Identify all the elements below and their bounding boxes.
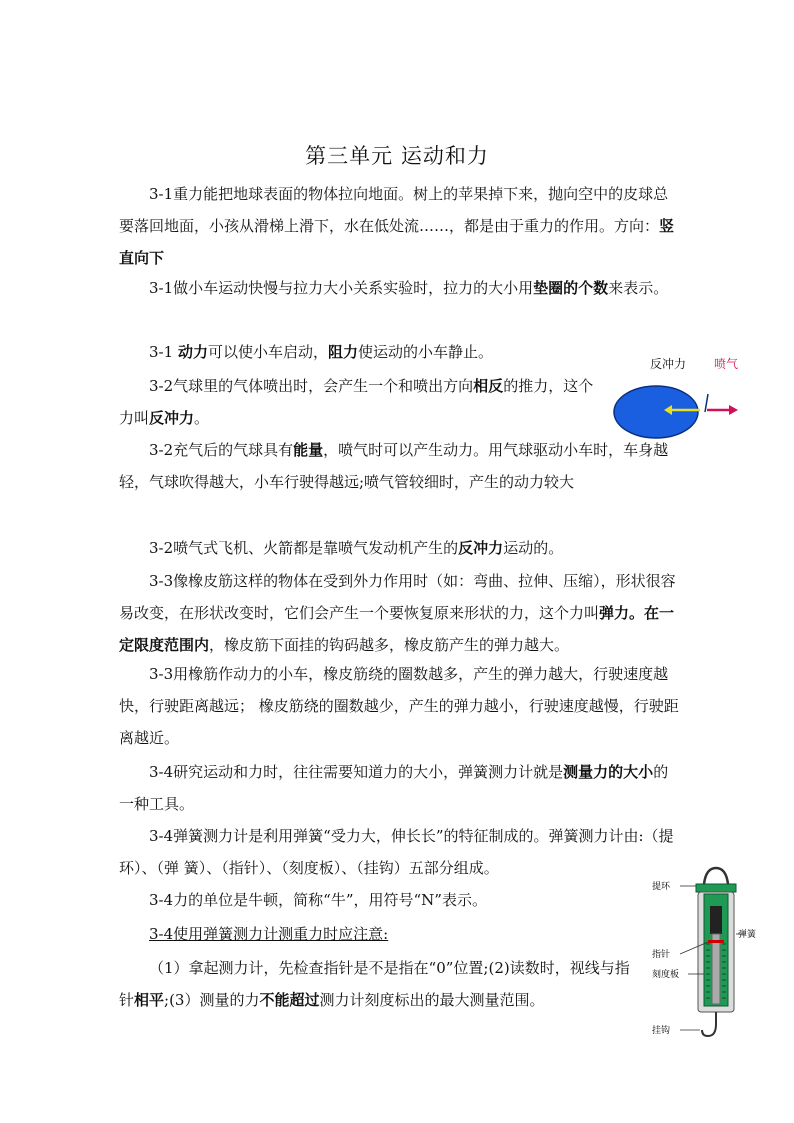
- text: 。: [194, 409, 210, 427]
- text: 3-1做小车运动快慢与拉力大小关系实验时，拉力的大小用: [149, 279, 534, 297]
- text: ;(3）测量的力: [164, 991, 260, 1009]
- page-title: 第三单元 运动和力: [305, 144, 489, 168]
- bold-text: 反冲力: [458, 539, 504, 557]
- text: ，喷气时可以产生动力。用气球驱动小车时，车身越轻，气球吹得越大，小车行驶得越远;喷气管较细时，产生的动力较大: [119, 441, 669, 491]
- paragraph-driving-force: [119, 336, 679, 368]
- bold-text: 相反: [473, 377, 504, 395]
- paragraph-force-measure: [119, 756, 679, 820]
- text: 的一种工具。: [119, 763, 669, 813]
- hook-icon: [702, 1024, 716, 1036]
- pointer-label: 指针: [652, 950, 671, 960]
- text: 运动的。: [503, 539, 564, 557]
- ring-label: 提环: [652, 882, 671, 892]
- spring-coil: [710, 906, 722, 934]
- paragraph-pull-force: [119, 272, 679, 304]
- bold-text: 垫圈的个数: [533, 279, 609, 297]
- bold-text: 竖直向下: [119, 217, 675, 267]
- text: 来表示。: [608, 279, 669, 297]
- bold-text: 动力: [177, 343, 208, 361]
- spring-scale-figure: [650, 864, 770, 1044]
- hook-label: 挂钩: [652, 1026, 671, 1036]
- bold-text: 相平: [134, 991, 165, 1009]
- paragraph-spring-scale: 3-4弹簧测力计是利用弹簧“受力大，伸长长”的特征制成的。弹簧测力计由:（提环）、（弹 簧）、（指针）、（刻度板）、（挂钩）五部分组成。: [119, 827, 674, 877]
- jet-arrow-head-icon: [729, 405, 738, 415]
- text: 使运动的小车静止。: [357, 343, 493, 361]
- text: 的推力，这个力叫: [119, 377, 594, 427]
- text: 3-1重力能把地球表面的物体拉向地面。树上的苹果掉下来，抛向空中的皮球总要落回地面，小孩从滑梯上滑下，水在低处流……，都是由于重力的作用。方向：: [119, 185, 669, 235]
- text: 3-3像橡皮筋这样的物体在受到外力作用时（如：弯曲、拉伸、压缩），形状很容易改变，在形状改变时，它们会产生一个要恢复原来形状的力，这个力叫: [119, 572, 676, 622]
- paragraph-jet-plane: [119, 532, 679, 564]
- paragraph-rubber-band-car: 3-3用橡筋作动力的小车，橡皮筋绕的圈数越多，产生的弹力越大，行驶速度越快，行驶距离越远； 橡皮筋绕的圈数越少，产生的弹力越小，行驶速度越慢，行驶距离越近。: [119, 665, 679, 747]
- text: 3-1: [149, 343, 178, 361]
- paragraph-elastic-force: [119, 565, 679, 661]
- text: 3-2气球里的气体喷出时，会产生一个和喷出方向: [149, 377, 474, 395]
- underlined-text: 3-4使用弹簧测力计测重力时应注意:: [149, 925, 389, 943]
- scale-cap: [696, 884, 736, 892]
- paragraph-usage-notes: [119, 952, 639, 1016]
- text: 可以使小车启动，: [207, 343, 328, 361]
- text: 3-2喷气式飞机、火箭都是靠喷气发动机产生的: [149, 539, 459, 557]
- spring-label: 弹簧: [738, 930, 757, 940]
- bold-text: 反冲力: [149, 409, 195, 427]
- bold-text: 不能超过: [259, 991, 320, 1009]
- paragraph-newton-unit: 3-4力的单位是牛顿，简称“牛”，用符号“N”表示。: [149, 891, 487, 909]
- bold-text: 能量: [293, 441, 324, 459]
- bold-text: 测量力的大小: [563, 763, 654, 781]
- pointer-icon: [708, 940, 724, 943]
- paragraph-recoil-force: [119, 370, 599, 434]
- paragraph-usage-heading: [119, 918, 639, 950]
- paragraph-balloon-energy: [119, 434, 679, 498]
- text: 3-4研究运动和力时，往往需要知道力的大小，弹簧测力计就是: [149, 763, 564, 781]
- board-label: 刻度板: [652, 970, 680, 980]
- bold-text: 阻力: [327, 343, 358, 361]
- text: （1）拿起测力计，先检查指针是不是指在“0”位置;(2)读数时，视线与指针: [119, 959, 630, 1009]
- balloon-shape: [614, 386, 698, 438]
- paragraph-gravity: [119, 178, 679, 274]
- text: ，橡皮筋下面挂的钩码越多，橡皮筋产生的弹力越大。: [209, 636, 570, 654]
- jet-label: 喷气: [714, 357, 739, 371]
- text: 测力计刻度标出的最大测量范围。: [319, 991, 545, 1009]
- top-ring-icon: [704, 868, 728, 884]
- bold-text: 弹力。在一定限度范围内: [119, 604, 675, 654]
- scale-rod: [712, 934, 720, 1004]
- text: 3-2充气后的气球具有: [149, 441, 294, 459]
- recoil-force-label: 反冲力: [650, 357, 687, 371]
- balloon-recoil-figure: [608, 350, 748, 442]
